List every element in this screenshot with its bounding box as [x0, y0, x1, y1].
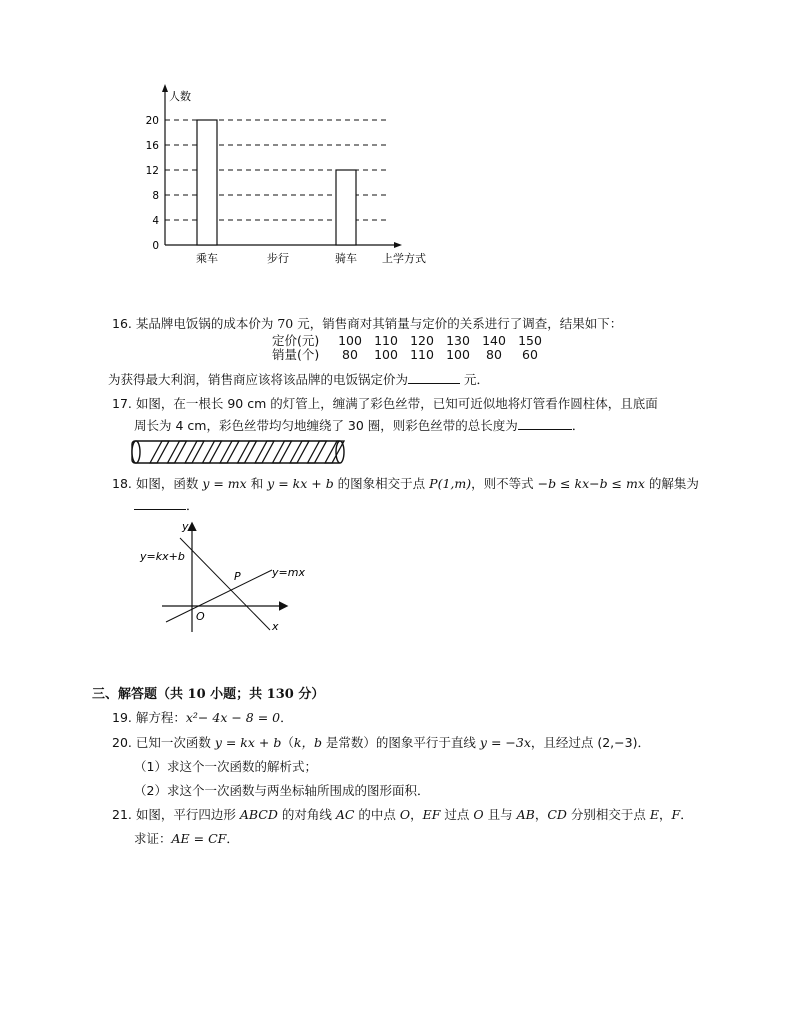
q18-text-e: 的解集为 — [644, 476, 699, 491]
q17-line2-b: ． — [571, 418, 585, 433]
ribbon-stripe — [290, 441, 309, 463]
q16-price-cell: 140 — [482, 333, 506, 348]
tube-left-end — [132, 441, 140, 463]
q21-end: ． — [226, 831, 239, 846]
q17-line2-a: 周长为 4 cm，彩色丝带均匀地缠绕了 30 圈，则彩色丝带的总长度为 — [134, 418, 518, 433]
q21-line2 — [134, 829, 239, 847]
q21-text-i: ， — [659, 807, 672, 822]
y-tick-label: 8 — [152, 190, 159, 202]
ribbon-stripe — [203, 441, 222, 463]
x-axis-label: 上学方式 — [382, 252, 426, 265]
q17-line1: 17. 如图，在一根长 90 cm 的灯管上，缠满了彩色丝带，已知可近似地将灯管看作圆柱体，且底面 — [112, 396, 658, 411]
ribbon-stripe — [150, 441, 169, 463]
bar — [197, 120, 217, 245]
label-x: x — [272, 620, 279, 633]
line-kx-plus-b — [180, 538, 270, 630]
x-axis-arrow — [394, 242, 402, 248]
q16-sales-header: 销量(个) — [272, 347, 320, 362]
q16-price-cell: 150 — [518, 333, 542, 348]
q21-text-d: ， — [410, 807, 423, 822]
q16-table — [272, 334, 544, 362]
q20-text-a: 20. 已知一次函数 — [112, 735, 215, 750]
q16-price-cell: 130 — [446, 333, 470, 348]
ribbon-stripe — [308, 441, 327, 463]
label-line-kx-plus-b: y=kx+b — [140, 550, 185, 563]
q21-f: F — [671, 807, 681, 822]
q21-text-e: 过点 — [440, 807, 474, 822]
ribbon-stripe — [220, 441, 239, 463]
q18-text-a: 18. 如图，函数 — [112, 476, 203, 491]
q21-text-j: ． — [680, 807, 693, 822]
q20-text-b: （ — [281, 735, 294, 750]
q16-price-header: 定价(元) — [272, 333, 320, 348]
q21-text-c: 的中点 — [354, 807, 400, 822]
q21-text-a: 21. 如图，平行四边形 — [112, 807, 240, 822]
q16-line2-b: 元． — [460, 372, 489, 387]
q19 — [112, 708, 293, 726]
q19-text: 19. 解方程： — [112, 710, 186, 725]
q18-end: ． — [186, 498, 199, 513]
q21-ab: AB — [516, 807, 535, 822]
q16-line2-a: 为获得最大利润，销售商应该将该品牌的电饭锅定价为 — [108, 372, 409, 387]
q18-answer-blank[interactable] — [134, 497, 186, 510]
q16-prefix: 16. 某品牌电饭锅的成本价为 — [112, 316, 278, 331]
label-y: y — [182, 520, 189, 533]
q16-price-cell: 110 — [374, 333, 398, 348]
ribbon-stripes — [150, 441, 344, 463]
y-tick-label: 12 — [145, 165, 159, 177]
q21-o2: O — [473, 807, 484, 822]
ribbon-stripe — [168, 441, 187, 463]
bar — [336, 170, 356, 245]
q19-equation: x²− 4x − 8 = 0 — [185, 710, 281, 725]
section3-title: 三、解答题（共 10 小题；共 130 分） — [92, 687, 325, 702]
q21-ef: EF — [422, 807, 441, 822]
q18-graph — [136, 518, 336, 638]
q18-point: P(1,m) — [429, 476, 472, 491]
q18-text-d: ，则不等式 — [471, 476, 538, 491]
q18-line2 — [134, 496, 199, 514]
q16-sales-cell: 110 — [410, 347, 434, 362]
q21-o: O — [399, 807, 411, 822]
q20-sub1: （1）求这个一次函数的解析式； — [134, 759, 317, 774]
q20-line: y = −3x — [479, 735, 531, 750]
q21-e: E — [649, 807, 659, 822]
ribbon-stripe — [273, 441, 292, 463]
q16-sales-row — [272, 348, 544, 362]
q16-sales-cell: 100 — [446, 347, 470, 362]
q20-text-d: ，且经过点 (2,−3)． — [530, 735, 650, 750]
q21-cd: CD — [547, 807, 567, 822]
q16-sales-cell: 80 — [486, 347, 502, 362]
label-origin: O — [196, 610, 205, 623]
ribbon-stripe — [255, 441, 274, 463]
q21-ac: AC — [335, 807, 355, 822]
q21-text-f: 且与 — [483, 807, 517, 822]
q17-answer-blank[interactable] — [518, 417, 572, 430]
q18-func2: y = kx + b — [267, 476, 334, 491]
label-p: P — [234, 570, 241, 583]
q16-cost: 70 — [277, 316, 294, 331]
label-line-mx: y=mx — [272, 566, 305, 579]
q21-text-b: 的对角线 — [277, 807, 336, 822]
q18-inequality: −b ≤ kx−b ≤ mx — [537, 476, 645, 491]
ribbon-stripe — [185, 441, 204, 463]
category-label: 骑车 — [335, 252, 357, 265]
q18-func1: y = mx — [202, 476, 247, 491]
q16-price-cell: 100 — [338, 333, 362, 348]
q21-line1 — [112, 805, 693, 823]
ribbon-stripe — [238, 441, 257, 463]
q21-text-g: ， — [534, 807, 548, 822]
q18-text-b: 和 — [246, 476, 268, 491]
y-axis-label: 人数 — [169, 90, 191, 103]
q21-text-h: 分别相交于点 — [566, 807, 650, 822]
q16-sales-cell: 60 — [522, 347, 538, 362]
q21-proof: AE = CF — [171, 831, 227, 846]
y-axis-arrow — [162, 84, 168, 92]
q20-sub2: （2）求这个一次函数与两坐标轴所围成的图形面积． — [134, 783, 430, 798]
bar-chart — [140, 80, 440, 270]
q16-sales-cell: 80 — [342, 347, 358, 362]
category-label: 乘车 — [196, 252, 218, 265]
q16-price-row — [272, 334, 544, 348]
q20-text-c: 是常数）的图象平行于直线 — [321, 735, 480, 750]
q16-line2 — [108, 370, 489, 388]
q17-line2 — [134, 416, 584, 434]
q20-kb: k，b — [293, 735, 322, 750]
y-tick-label: 4 — [152, 215, 159, 227]
q20-line1 — [112, 733, 650, 751]
q18-text-c: 的图象相交于点 — [333, 476, 430, 491]
y-tick-label: 20 — [145, 115, 159, 127]
tube-figure — [128, 436, 350, 468]
q16-line1 — [112, 314, 622, 332]
q20-function: y = kx + b — [214, 735, 282, 750]
q18-line1 — [112, 474, 699, 492]
q16-price-cell: 120 — [410, 333, 434, 348]
q21-text-proof: 求证： — [134, 831, 172, 846]
q16-answer-blank[interactable] — [408, 371, 460, 384]
q16-rest: 元，销售商对其销量与定价的关系进行了调查，结果如下： — [293, 316, 623, 331]
category-label: 步行 — [267, 252, 289, 265]
q16-sales-cell: 100 — [374, 347, 398, 362]
q21-abcd: ABCD — [239, 807, 278, 822]
q19-end: ． — [280, 710, 293, 725]
y-tick-label: 16 — [145, 140, 159, 152]
y-tick-label: 0 — [152, 240, 159, 252]
